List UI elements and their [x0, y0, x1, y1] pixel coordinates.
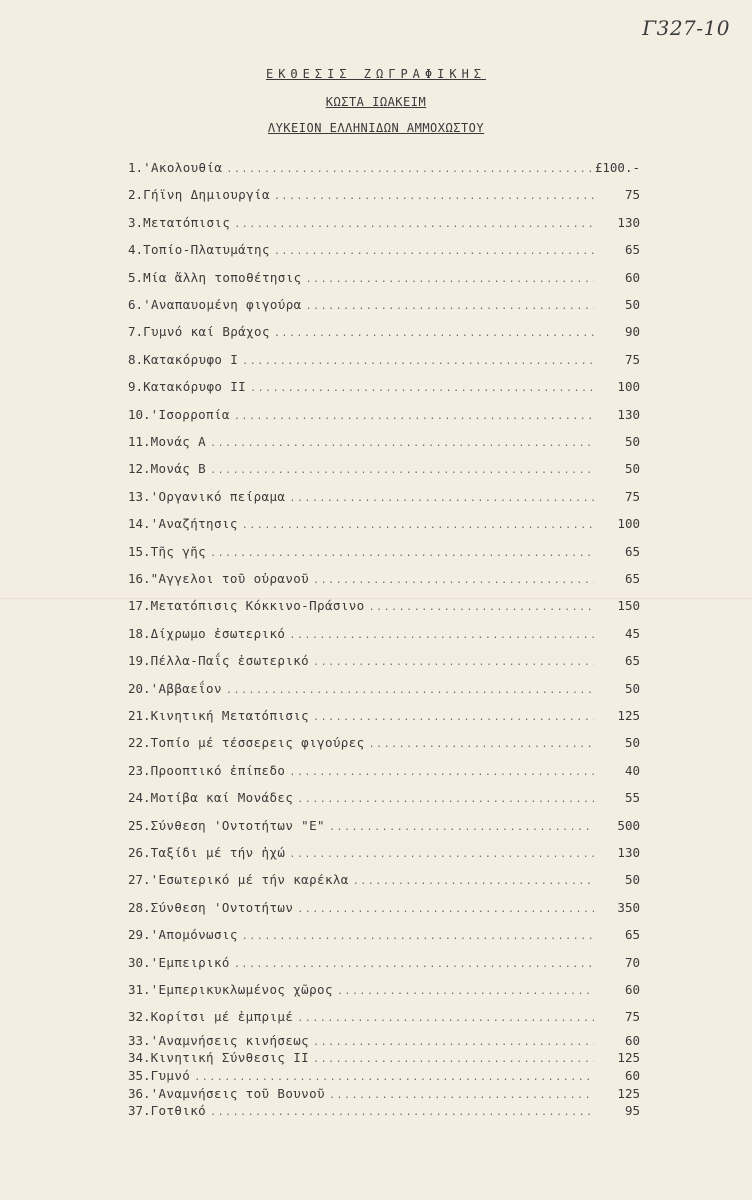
dot-leader	[242, 356, 594, 367]
dot-leader	[289, 630, 594, 641]
item-title: 'Αναζήτησις	[150, 516, 238, 532]
dot-leader	[289, 767, 594, 778]
item-price: 65	[624, 571, 640, 586]
item-price: 40	[624, 762, 640, 778]
dot-leader	[313, 712, 594, 723]
list-item	[128, 598, 640, 613]
list-item	[128, 379, 640, 394]
dot-leader	[297, 1013, 594, 1024]
dot-leader	[234, 959, 594, 970]
item-price: 65	[624, 927, 640, 943]
item-price: 50	[624, 461, 640, 477]
dot-leader	[210, 1107, 594, 1118]
dot-leader	[337, 986, 594, 997]
list-item	[128, 544, 640, 559]
list-item	[128, 681, 640, 696]
dot-leader	[234, 411, 594, 422]
dot-leader	[226, 164, 591, 175]
item-title: 'Αναμνήσεις τοῦ Βουνοῦ	[150, 1085, 325, 1101]
item-number: 7.	[128, 324, 144, 340]
item-price: 125	[617, 1085, 640, 1101]
item-price: 60	[624, 269, 640, 285]
dot-leader	[274, 246, 594, 257]
item-number: 29.	[128, 927, 151, 943]
item-price: 125	[617, 1050, 640, 1066]
dot-leader	[313, 1054, 594, 1065]
dot-leader	[329, 1090, 594, 1101]
dot-leader	[313, 1037, 594, 1048]
item-title: "Αγγελοι τοῦ οὐρανοῦ	[150, 571, 310, 586]
item-price: 45	[624, 625, 640, 641]
item-number: 24.	[128, 790, 151, 806]
dot-leader	[306, 301, 594, 312]
list-item	[128, 352, 640, 367]
item-title: Μία ἄλλη τοποθέτησις	[143, 269, 302, 285]
item-number: 35.	[128, 1068, 151, 1083]
list-item	[128, 489, 640, 504]
dot-leader	[369, 602, 594, 613]
item-price: 125	[617, 708, 640, 723]
dot-leader	[289, 849, 594, 860]
item-price: 50	[624, 434, 640, 449]
item-price: 55	[624, 790, 640, 806]
item-number: 32.	[128, 1009, 151, 1025]
item-number: 3.	[128, 214, 144, 230]
item-title: Πέλλα-Παΐς ἐσωτερικό	[150, 653, 310, 669]
list-item	[128, 1103, 640, 1118]
item-number: 13.	[128, 488, 151, 504]
dot-leader	[297, 794, 594, 805]
item-title: Ταξίδι μέ τήν ἠχώ	[150, 845, 286, 860]
item-number: 8.	[128, 351, 144, 367]
list-item	[128, 708, 640, 723]
list-item	[128, 571, 640, 586]
item-title: Σύνθεση 'Οντοτήτων "Ε"	[150, 817, 325, 833]
item-number: 15.	[128, 543, 151, 559]
item-title: Δίχρωμο ἐσωτερικό	[150, 625, 286, 641]
item-title: 'Εμπερικυκλωμένος χῶρος	[150, 982, 333, 997]
dot-leader	[274, 191, 594, 202]
list-item	[128, 763, 640, 778]
item-number: 30.	[128, 954, 151, 970]
item-price: 60	[624, 982, 640, 997]
list-item	[128, 900, 640, 915]
item-price: 65	[624, 653, 640, 669]
item-title: Μονάς Β	[150, 461, 207, 477]
item-title: 'Εμπειρικό	[150, 954, 230, 970]
item-title: Σύνθεση 'Οντοτήτων	[150, 899, 294, 915]
item-price: 60	[624, 1032, 640, 1048]
list-item	[128, 735, 640, 750]
dot-leader	[274, 328, 594, 339]
item-number: 11.	[128, 434, 151, 449]
item-title: Γήϊνη Δημιουργία	[143, 187, 270, 203]
dot-leader	[210, 465, 594, 476]
item-number: 20.	[128, 680, 151, 696]
item-number: 27.	[128, 872, 151, 888]
item-price: 130	[617, 406, 640, 422]
item-number: 26.	[128, 845, 151, 860]
list-item	[128, 297, 640, 312]
dot-leader	[313, 657, 594, 668]
item-title: Μετατόπισις Κόκκινο-Πράσινο	[150, 598, 365, 614]
item-title: Μοτίβα καί Μονάδες	[150, 790, 294, 806]
item-number: 6.	[128, 297, 144, 312]
item-title: Κινητική Μετατόπισις	[150, 708, 310, 723]
list-item	[128, 324, 640, 339]
list-item	[128, 1009, 640, 1024]
dot-leader	[226, 685, 594, 696]
item-price: 350	[617, 899, 640, 915]
item-number: 17.	[128, 598, 151, 614]
item-title: Γοτθικό	[150, 1103, 207, 1119]
list-item	[128, 516, 640, 531]
dot-leader	[250, 383, 594, 394]
item-number: 12.	[128, 461, 151, 477]
item-number: 37.	[128, 1103, 151, 1119]
list-item	[128, 434, 640, 449]
item-price: 500	[617, 817, 640, 833]
list-item	[128, 1086, 640, 1101]
item-price: 90	[624, 324, 640, 340]
item-number: 4.	[128, 242, 144, 258]
item-price: 65	[624, 242, 640, 258]
item-title: Κινητική Σύνθεσις ΙΙ	[150, 1050, 310, 1066]
item-price: 50	[624, 297, 640, 312]
dot-leader	[297, 904, 594, 915]
list-item	[128, 626, 640, 641]
item-number: 2.	[128, 187, 144, 203]
artist-name: ΚΩΣΤΑ ΙΩΑΚΕΙΜ	[325, 95, 427, 109]
item-price: 70	[624, 954, 640, 970]
item-price: 130	[617, 845, 640, 860]
item-number: 14.	[128, 516, 151, 532]
item-number: 10.	[128, 406, 151, 422]
list-item	[128, 160, 640, 175]
item-title: 'Ακολουθία	[143, 160, 223, 175]
dot-leader	[242, 520, 594, 531]
list-item	[128, 653, 640, 668]
list-item	[128, 845, 640, 860]
item-title: 'Αναπαυομένη φιγούρα	[143, 297, 302, 312]
exhibition-title: ΕΚΘΕΣΙΣ ΖΩΓΡΑΦΙΚΗΣ	[265, 67, 487, 81]
item-price: 150	[617, 598, 640, 614]
item-title: Μετατόπισις	[143, 214, 231, 230]
item-number: 5.	[128, 269, 144, 285]
item-title: Κατακόρυφο ΙΙ	[143, 379, 247, 395]
item-price: 130	[617, 214, 640, 230]
list-item	[128, 790, 640, 805]
item-title: 'Απομόνωσις	[150, 927, 238, 943]
item-price: 75	[624, 351, 640, 367]
dot-leader	[369, 739, 594, 750]
item-title: Κατακόρυφο Ι	[143, 351, 239, 367]
item-number: 33.	[128, 1032, 151, 1048]
item-number: 23.	[128, 762, 151, 778]
item-price: 50	[624, 680, 640, 696]
venue-name: ΛΥΚΕΙΟΝ ΕΛΛΗΝΙΔΩΝ ΑΜΜΟΧΩΣΤΟΥ	[267, 121, 485, 135]
item-number: 34.	[128, 1050, 151, 1066]
dot-leader	[210, 548, 594, 559]
document-header	[0, 66, 752, 146]
item-number: 18.	[128, 625, 151, 641]
list-item	[128, 270, 640, 285]
item-price: 50	[624, 872, 640, 888]
dot-leader	[194, 1072, 594, 1083]
dot-leader	[210, 438, 594, 449]
item-title: Τοπίο μέ τέσσερεις φιγούρες	[150, 735, 365, 751]
item-price: 75	[624, 488, 640, 504]
item-price: 100	[617, 379, 640, 395]
item-price: 65	[624, 543, 640, 559]
item-number: 25.	[128, 817, 151, 833]
dot-leader	[306, 274, 594, 285]
list-item	[128, 872, 640, 887]
archive-reference: Γ327-10	[642, 16, 730, 40]
item-number: 16.	[128, 571, 151, 586]
item-title: 'Εσωτερικό μέ τήν καρέκλα	[150, 872, 349, 888]
list-item	[128, 982, 640, 997]
item-title: Τοπίο-Πλατυμάτης	[143, 242, 270, 258]
item-number: 1.	[128, 160, 144, 175]
item-price: 95	[624, 1103, 640, 1119]
list-item	[128, 187, 640, 202]
item-title: Κορίτσι μέ ἐμπριμέ	[150, 1009, 294, 1025]
list-item	[128, 1050, 640, 1065]
dot-leader	[329, 822, 594, 833]
item-number: 28.	[128, 899, 151, 915]
item-number: 19.	[128, 653, 151, 669]
list-item	[128, 407, 640, 422]
dot-leader	[289, 493, 594, 504]
item-number: 31.	[128, 982, 151, 997]
item-title: 'Αββαεΐον	[150, 680, 222, 696]
item-price: 100	[617, 516, 640, 532]
item-number: 21.	[128, 708, 151, 723]
item-title: 'Ισορροπία	[150, 406, 230, 422]
item-title: 'Αναμνήσεις κινήσεως	[150, 1032, 310, 1048]
dot-leader	[234, 219, 594, 230]
list-item	[128, 1068, 640, 1083]
item-number: 9.	[128, 379, 144, 395]
list-item	[128, 955, 640, 970]
item-price: 60	[624, 1068, 640, 1083]
dot-leader	[242, 931, 594, 942]
item-price: £100.-	[594, 160, 640, 175]
item-title: 'Οργανικό πείραμα	[150, 488, 286, 504]
item-title: Προοπτικό ἐπίπεδο	[150, 762, 286, 778]
list-item	[128, 461, 640, 476]
dot-leader	[353, 876, 594, 887]
item-title: Τῆς γῆς	[150, 543, 207, 559]
list-item	[128, 1033, 640, 1048]
list-item	[128, 927, 640, 942]
dot-leader	[313, 575, 594, 586]
item-title: Μονάς Α	[150, 434, 207, 449]
list-item	[128, 215, 640, 230]
item-title: Γυμνό καί Βράχος	[143, 324, 270, 340]
item-price: 75	[624, 187, 640, 203]
item-number: 22.	[128, 735, 151, 751]
item-title: Γυμνό	[150, 1068, 191, 1083]
list-item	[128, 818, 640, 833]
item-price: 50	[624, 735, 640, 751]
item-price: 75	[624, 1009, 640, 1025]
list-item	[128, 242, 640, 257]
item-number: 36.	[128, 1085, 151, 1101]
